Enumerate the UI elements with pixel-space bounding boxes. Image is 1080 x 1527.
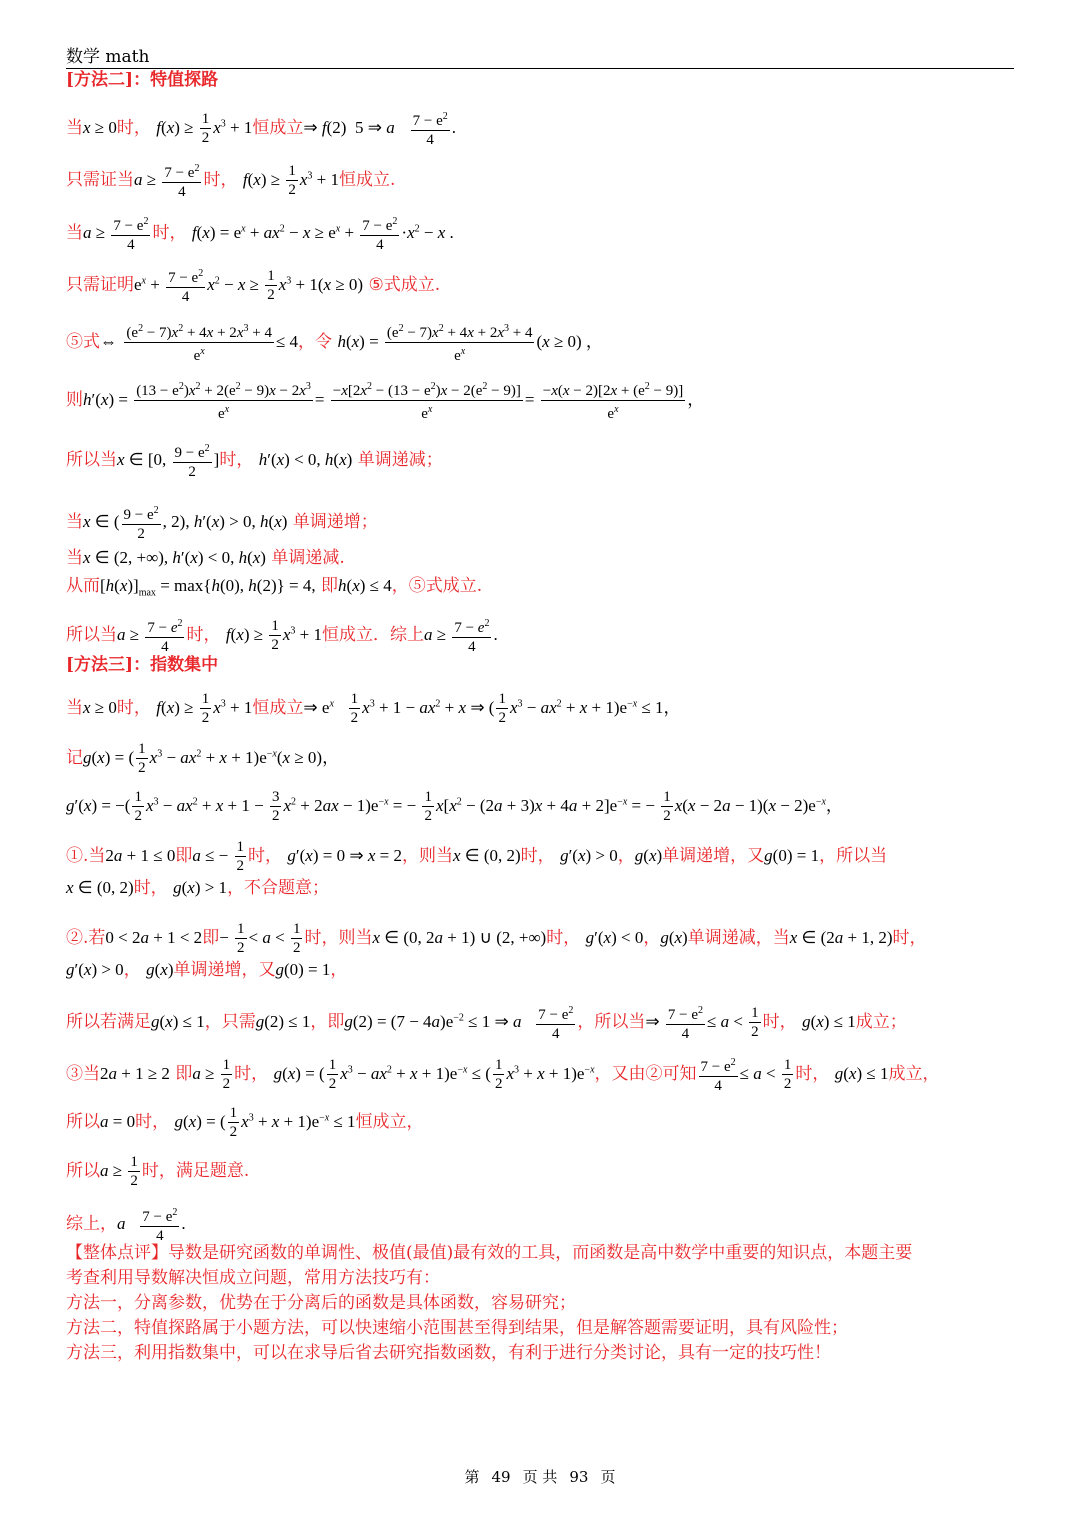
line-1: 当x ≥ 0时， f(x) ≥ $\frac{1}{2}$ $x^3 + 1$恒成立⇒ f(2) 5 ⇒ a $\frac{7 - e^2}{4}$ .	[66, 108, 456, 149]
line-9: 当x ∈ (2, +∞), h′(x) < 0, h(x) 单调递减.	[66, 548, 345, 568]
m-line-1: 当x ≥ 0时， f(x) ≥ $\frac{1}{2}$ $x^3 + 1$恒成立⇒ $e^x$ $\frac{1}{2}$ $x^3 + 1 - ax^2 + x$ ⇒ ( $\frac{1}{2}$ $x^3 - ax^2 + x + 1)e^{-x} \le 1$，	[66, 691, 681, 726]
line-2: 只需证当a ≥ $\frac{7 - e^2}{4}$ 时， f(x) ≥ $\frac{1}{2}$ $x^3 + 1$恒成立.	[66, 160, 395, 201]
m-line-12: 综上，a $\frac{7 - e^2}{4}$ .	[66, 1204, 186, 1245]
line-11: 所以当a ≥ $\frac{7 - e^2}{4}$ 时， f(x) ≥ $\frac{1}{2}$ $x^3 + 1$恒成立．综上a ≥ $\frac{7 - e^2}{4}$ .	[66, 615, 498, 656]
m-line-9: ③当2a + 1 ≥ 2 即a ≥ $\frac{1}{2}$ 时， g(x) = ( $\frac{1}{2}$ $x^3 - ax^2 + x + 1)e^{-x}$ ≤ ( $\frac{1}{2}$ $x^3 + x + 1)e^{-x}$，又由②可知 $\frac{7 - e^2}{4}$ ≤ a < $\frac{1}{2}$ 时， g(x) ≤ 1成立，	[66, 1054, 939, 1095]
line-4: 只需证明$e^x$ + $\frac{7 - e^2}{4}$ $x^2 - x$ ≥ $\frac{1}{2}$ $x^3 + 1(x \ge 0)$ ⑤式成立.	[66, 265, 440, 306]
review-line-2: 考查利用导数解决恒成立问题，常用方法技巧有：	[66, 1268, 440, 1288]
line-8: 当x ∈ ( $\frac{9 - e^2}{2}$ , 2), h′(x) > 0, h(x) 单调递增；	[66, 502, 378, 543]
line-3: 当a ≥ $\frac{7 - e^2}{4}$ 时， $f(x) = e^x + ax^2 - x \ge e^x$ + $\frac{7 - e^2}{4}$ $\cdot x^2 - x$ .	[66, 213, 454, 254]
m-line-2: 记g(x) = ( $\frac{1}{2}$ $x^3 - ax^2 + x + 1)e^{-x}(x \ge 0)$，	[66, 741, 340, 776]
page-number: 49	[491, 1468, 511, 1486]
m-line-4: ①.当2a + 1 ≤ 0即a ≤ − $\frac{1}{2}$ 时， g′(x) = 0 ⇒ x = 2，则当x ∈ (0, 2)时， g′(x) > 0，g(x)单调递增，又g(0) = 1，所以当	[66, 839, 888, 874]
total-pages: 93	[569, 1468, 589, 1486]
method2-heading: [方法二]：特值探路	[66, 70, 219, 90]
m-line-5: x ∈ (0, 2)时， g(x) > 1，不合题意；	[66, 878, 330, 898]
method3-heading: [方法三]：指数集中	[66, 655, 219, 675]
m-line-10: 所以a = 0时， g(x) = ( $\frac{1}{2}$ $x^3 + x + 1)e^{-x} \le 1$恒成立，	[66, 1105, 424, 1140]
page-header	[66, 42, 1014, 69]
m-line-8: 所以若满足g(x) ≤ 1，只需g(2) ≤ 1，即$g(2) = (7 - 4a)e^{-2} \le 1$ ⇒ a $\frac{7 - e^2}{4}$ ，所以当⇒ $\frac{7 - e^2}{4}$ ≤ a < $\frac{1}{2}$ 时， g(x) ≤ 1成立；	[66, 1002, 907, 1043]
m-line-7: g′(x) > 0， g(x)单调递增，又g(0) = 1，	[66, 960, 348, 980]
line-6: 则h′(x) = $\frac{(13 - e^2)x^2 + 2(e^2 - 9)x - 2x^3}{e^x}$ = $\frac{-x[2x^2 - (13 - e^2)x - 2(e^2 - 9)]}{e^x}$ = $\frac{-x(x - 2)[2x + (e^2 - 9)]}{e^x}$ ，	[66, 378, 704, 423]
m-line-3: g′(x) = −( $\frac{1}{2}$ $x^3 - ax^2 + x + 1$ − $\frac{3}{2}$ $x^2 + 2ax - 1)e^{-x}$ = − $\frac{1}{2}$ $x[x^2 - (2a + 3)x + 4a + 2]e^{-x}$ = − $\frac{1}{2}$ $x(x - 2a - 1)(x - 2)e^{-x}$，	[66, 789, 843, 824]
page-footer: 第 49 页 共 93 页	[464, 1468, 616, 1486]
line-7: 所以当x ∈ [0, $\frac{9 - e^2}{2}$ ]时， h′(x) < 0, h(x) 单调递减；	[66, 440, 443, 481]
line-5: ⑤式⇔ $\frac{(e^2 - 7)x^2 + 4x + 2x^3 + 4}{e^x}$ ≤ 4，令 h(x) = $\frac{(e^2 - 7)x^2 + 4x + 2x^3 + 4}{e^x}$ (x ≥ 0) ，	[66, 320, 603, 365]
review-line-1: 【整体点评】导数是研究函数的单调性、极值(最值)最有效的工具，而函数是高中数学中重要的知识点，本题主要	[66, 1243, 913, 1263]
review-line-3: 方法一，分离参数，优势在于分离后的函数是具体函数，容易研究；	[66, 1293, 576, 1313]
header-title: 数学 math	[66, 47, 150, 67]
m-line-11: 所以a ≥ $\frac{1}{2}$ 时，满足题意.	[66, 1154, 250, 1189]
review-line-4: 方法二，特值探路属于小题方法，可以快速缩小范围甚至得到结果，但是解答题需要证明，具有风险性；	[66, 1318, 848, 1338]
m-line-6: ②.若0 < 2a + 1 < 2即− $\frac{1}{2}$ < a < $\frac{1}{2}$ 时，则当x ∈ (0, 2a + 1) ∪ (2, +∞)时， g′(x) < 0，g(x)单调递减，当x ∈ (2a + 1, 2)时，	[66, 921, 927, 956]
review-line-5: 方法三，利用指数集中，可以在求导后省去研究指数函数，有利于进行分类讨论，具有一定的技巧性！	[66, 1343, 831, 1363]
line-10: 从而$[h(x)]_{max} = \max\{h(0)$, h(2)} = 4, 即h(x) ≤ 4，⑤式成立.	[66, 576, 483, 599]
